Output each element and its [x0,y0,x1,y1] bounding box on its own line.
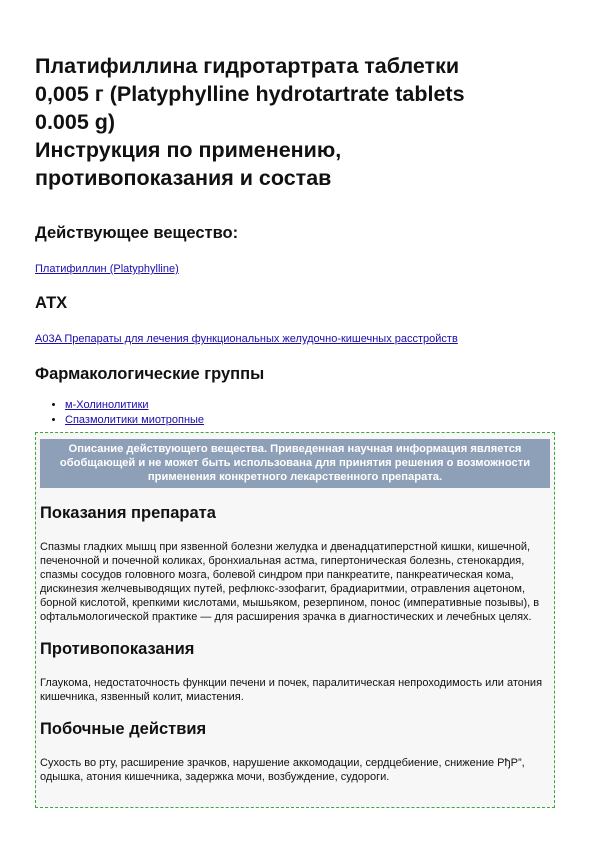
active-substance-link[interactable]: Платифиллин (Platyphylline) [35,263,179,275]
title-line: Платифиллина гидротартрата таблетки [35,54,460,78]
list-item [65,413,565,428]
title-line: 0,005 г (Platyphylline hydrotartrate tablets [35,82,465,106]
side-effects-text: Сухость во рту, расширение зрачков, нарушение аккомодации, сердцебиение, снижение РђР”, одышка, атония кишечника, задержка мочи, возбуждение, судороги. [40,757,525,783]
atc-link[interactable]: A03A Препараты для лечения функциональных желудочно-кишечных расстройств [35,333,458,345]
disclaimer-banner: Описание действующего вещества. Приведенная научная информация является обобщающей и не может быть использована для принятия решения о возможности применения конкретного лекарственного препарата. [40,439,550,488]
atc-row [35,329,565,347]
pharm-group-link-spasmolytics[interactable]: Спазмолитики миотропные [65,413,205,426]
title-line: 0.005 g) [35,110,116,134]
page-title [35,52,565,192]
description-box [35,432,555,808]
list-item [65,398,565,413]
active-substance-heading: Действующее вещество: [35,224,239,242]
pharm-groups-list [35,398,565,427]
pharm-groups-heading: Фармакологические группы [35,365,265,383]
document-page [35,52,565,427]
contraindications-text: Глаукома, недостаточность функции печени и почек, паралитическая непроходимость или атония кишечника, язвенный колит, миастения. [40,677,543,703]
pharm-group-link-m-cholinolytics[interactable]: м-Холинолитики [65,399,149,411]
indications-text: Спазмы гладких мышц при язвенной болезни желудка и двенадцатиперстной кишки, кишечной, печеночной и почечной коликах, бронхиальная астма, гипертоническая болезнь, стенокардия, спазмы сосудов головного мозга, болевой синдром при панкреатите, панкреатическая кома, дискинезия желчевыводящих путей, рефлюкс-эзофагит, брадиаритмии, отравления ацетоном, борной кислотой, крепкими кислотами, мышьяком, резерпином, понос (императивные позывы), в офтальмологической практике — для расширения зрачка в диагностических и лечебных целях. [40,541,540,623]
active-substance-row [35,259,565,277]
atc-heading: АТХ [35,294,68,312]
contraindications-heading: Противопоказания [40,640,195,658]
indications-heading: Показания препарата [40,504,216,522]
side-effects-heading: Побочные действия [40,720,207,738]
title-line: Инструкция по применению, [35,138,342,162]
title-line: противопоказания и состав [35,166,332,190]
